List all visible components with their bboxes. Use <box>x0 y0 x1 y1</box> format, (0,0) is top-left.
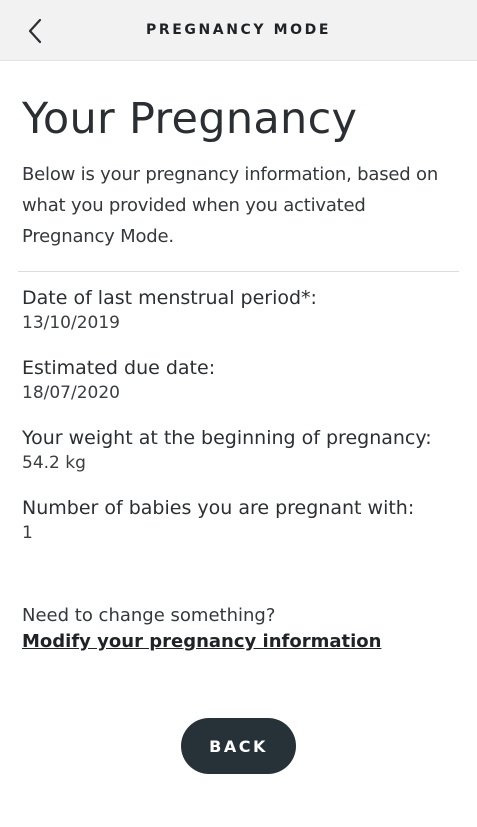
field-label: Date of last menstrual period*: <box>22 287 317 309</box>
header-title: PREGNANCY MODE <box>145 22 332 38</box>
modify-pregnancy-info-link[interactable]: Modify your pregnancy information <box>22 631 382 652</box>
field-start-weight <box>22 426 459 475</box>
page-title: Your Pregnancy <box>22 94 358 144</box>
field-value: 54.2 kg <box>22 453 86 473</box>
field-value: 13/10/2019 <box>22 313 120 333</box>
field-label: Your weight at the beginning of pregnancy: <box>22 427 432 449</box>
field-value: 18/07/2020 <box>22 383 120 403</box>
field-value: 1 <box>22 523 33 543</box>
divider <box>18 271 459 272</box>
field-label: Number of babies you are pregnant with: <box>22 497 415 519</box>
intro-text: Below is your pregnancy information, based on what you provided when you activated Pregnancy Mode. <box>22 164 439 247</box>
change-prompt: Need to change something? <box>22 605 276 626</box>
field-due-date <box>22 356 459 405</box>
back-button[interactable]: BACK <box>181 718 296 774</box>
field-label: Estimated due date: <box>22 357 216 379</box>
field-number-of-babies <box>22 496 459 545</box>
field-last-period <box>22 286 459 335</box>
top-bar <box>0 0 477 61</box>
